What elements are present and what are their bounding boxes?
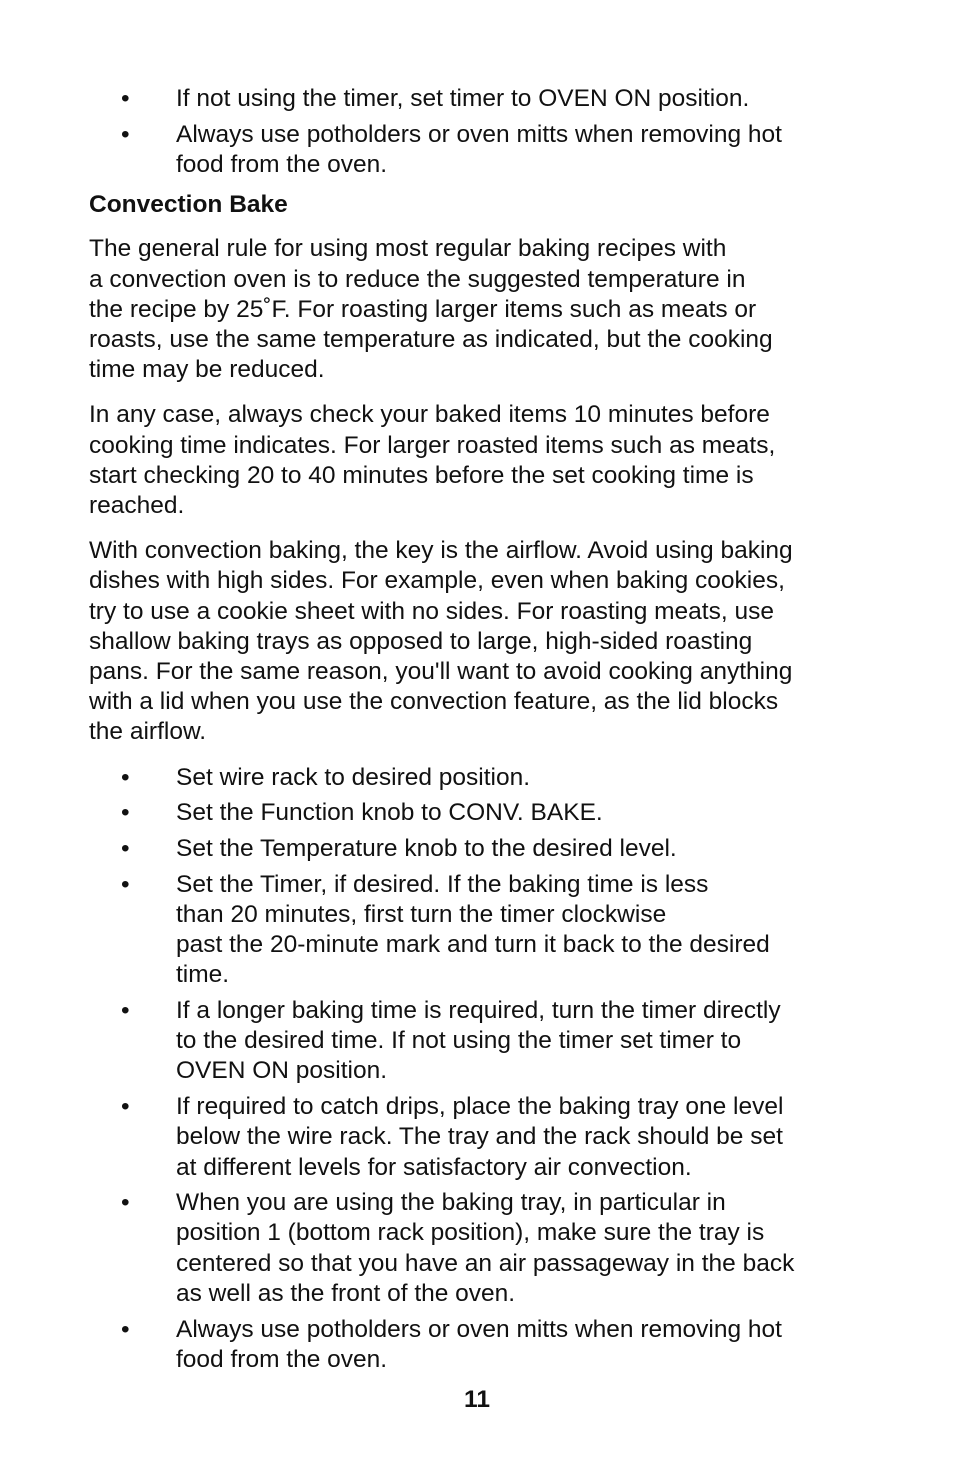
bullet-icon: • [121, 85, 130, 112]
page-number: 11 [464, 1386, 490, 1413]
bullet-icon: • [121, 834, 130, 862]
list-item [89, 1315, 869, 1375]
list-item-text: Set the Temperature knob to the desired level. [176, 834, 677, 862]
list-item-text: Set wire rack to desired position. [176, 763, 531, 791]
list-item-text: If not using the timer, set timer to OVEN ON position. [176, 85, 750, 112]
steps-bullet-list [89, 763, 869, 1375]
paragraph: The general rule for using most regular baking recipes with a convection oven is to reduce the suggested temperature in the recipe by 25˚F. For roasting larger items such as meats or roasts, use the same temperature as indicated, but the cooking time may be reduced. [89, 235, 773, 384]
bullet-icon: • [121, 763, 130, 791]
list-item-text: Set the Timer, if desired. If the baking time is less than 20 minutes, first turn the timer clockwise past the 20-minute mark and turn it back to the desired time. [176, 870, 770, 989]
paragraph: With convection baking, the key is the airflow. Avoid using baking dishes with high sides. For example, even when baking cookies, try to use a cookie sheet with no sides. For roasting meats, use shallow baking trays as opposed to large, high-sided roasting pans. For the same reason, you'll want to avoid cooking anything with a lid when you use the convection feature, as the lid blocks the airflow. [89, 537, 793, 746]
bullet-icon: • [121, 799, 130, 827]
list-item [89, 870, 869, 991]
list-item-text: If a longer baking time is required, turn the timer directly to the desired time. If not using the timer set timer to OVEN ON position. [176, 996, 781, 1085]
list-item-text: Always use potholders or oven mitts when removing hot food from the oven. [176, 1315, 782, 1373]
bullet-icon: • [121, 1315, 130, 1343]
list-item [89, 1188, 869, 1309]
list-item [89, 798, 869, 828]
list-item [89, 763, 869, 793]
section-heading: Convection Bake [89, 191, 288, 219]
list-item-text: If required to catch drips, place the baking tray one level below the wire rack. The tray and the rack should be set at different levels for satisfactory air convection. [176, 1093, 784, 1181]
bullet-icon: • [121, 1189, 130, 1217]
bullet-icon: • [121, 120, 130, 148]
list-item [89, 834, 869, 864]
document-body [89, 84, 869, 1380]
bullet-icon: • [121, 996, 130, 1024]
list-item [89, 996, 869, 1087]
list-item-text: Always use potholders or oven mitts when removing hot food from the oven. [176, 120, 782, 178]
bullet-icon: • [121, 1093, 130, 1121]
list-item-text: Set the Function knob to CONV. BAKE. [176, 799, 603, 827]
list-item-text: When you are using the baking tray, in particular in position 1 (bottom rack position), make sure the tray is centered so that you have an air passageway in the back as well as the front of the oven. [176, 1189, 795, 1307]
list-item [89, 1092, 869, 1183]
top-bullet-list [89, 84, 869, 180]
list-item [89, 84, 869, 114]
paragraph: In any case, always check your baked items 10 minutes before cooking time indicates. For larger roasted items such as meats, start checking 20 to 40 minutes before the set cooking time is reached. [89, 401, 776, 519]
list-item [89, 120, 869, 180]
bullet-icon: • [121, 870, 130, 898]
